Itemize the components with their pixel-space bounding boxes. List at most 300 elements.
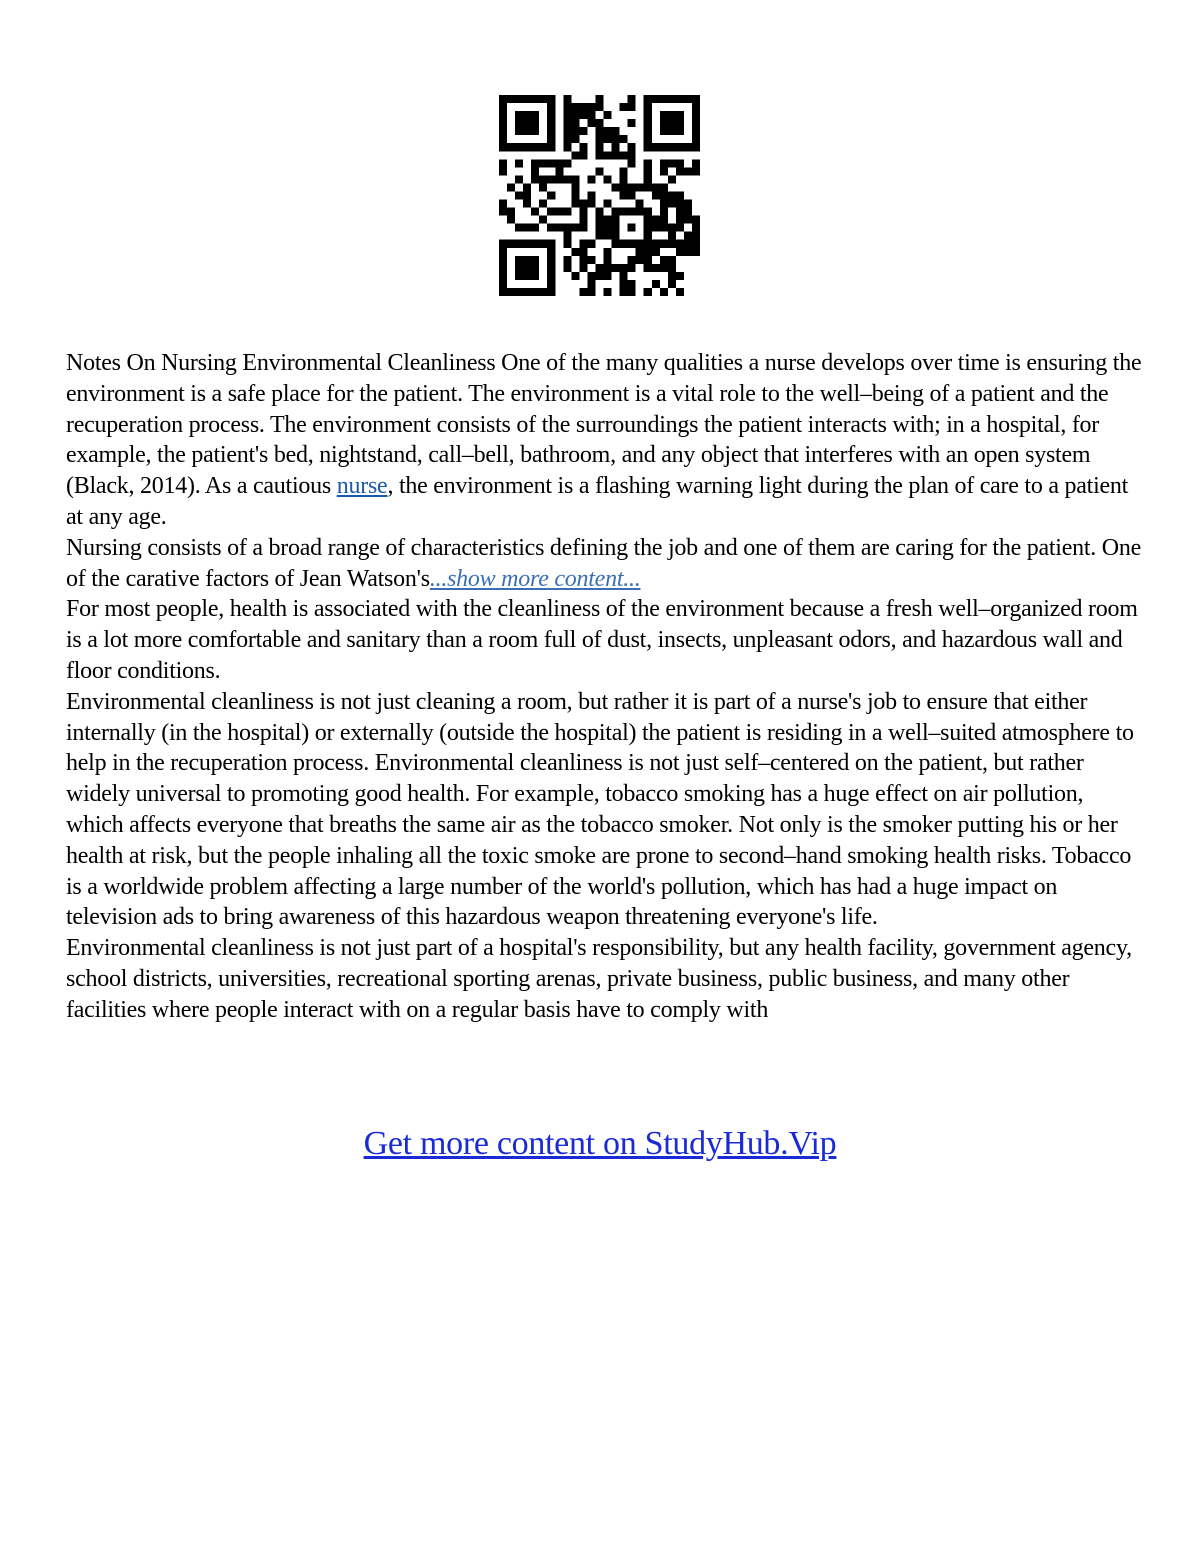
qr-module bbox=[595, 95, 603, 103]
qr-module bbox=[507, 183, 515, 191]
qr-module bbox=[612, 151, 620, 159]
qr-module bbox=[644, 175, 652, 183]
qr-module bbox=[571, 103, 579, 111]
qr-module bbox=[692, 224, 700, 232]
qr-module bbox=[644, 159, 652, 167]
qr-module bbox=[531, 143, 539, 151]
qr-module bbox=[563, 127, 571, 135]
qr-module bbox=[579, 127, 587, 135]
qr-module bbox=[668, 175, 676, 183]
qr-module bbox=[612, 143, 620, 151]
qr-module bbox=[612, 232, 620, 240]
qr-module bbox=[684, 95, 692, 103]
paragraph-2-text: Nursing consists of a broad range of characteristics defining the job and one of them are caring for the patient. One of the carative factors of Jean Watson's bbox=[66, 534, 1142, 592]
qr-module bbox=[499, 248, 507, 256]
qr-module bbox=[547, 280, 555, 288]
qr-module bbox=[595, 216, 603, 224]
qr-module bbox=[620, 240, 628, 248]
qr-module bbox=[660, 208, 668, 216]
qr-module bbox=[515, 240, 523, 248]
qr-module bbox=[628, 224, 636, 232]
qr-module bbox=[612, 264, 620, 272]
get-more-content-link[interactable]: Get more content on StudyHub.Vip bbox=[363, 1125, 837, 1162]
qr-module bbox=[515, 143, 523, 151]
qr-module bbox=[676, 167, 684, 175]
qr-module bbox=[668, 280, 676, 288]
qr-module bbox=[579, 264, 587, 272]
qr-module bbox=[692, 127, 700, 135]
qr-module bbox=[547, 272, 555, 280]
qr-module bbox=[595, 264, 603, 272]
qr-module bbox=[676, 159, 684, 167]
qr-module bbox=[620, 280, 628, 288]
paragraph-1-text: Notes On Nursing Environmental Cleanliness One of the many qualities a nurse develops over time is ensuring the environment is a safe place for the patient. The environment is a vital role to the well–being of a patient and the recuperation process. The environment consists of the surroundings the patient interacts with; in a hospital, for example, the patient's bed, nightstand, call–bell, bathroom, and any object that interferes with an open system (Black, 2014). As a cautious bbox=[66, 350, 1142, 500]
qr-module bbox=[620, 272, 628, 280]
qr-module bbox=[587, 119, 595, 127]
qr-module bbox=[523, 119, 531, 127]
qr-module bbox=[660, 95, 668, 103]
qr-module bbox=[579, 288, 587, 296]
qr-module bbox=[660, 111, 668, 119]
qr-module bbox=[604, 248, 612, 256]
qr-module bbox=[620, 103, 628, 111]
qr-module bbox=[644, 288, 652, 296]
qr-module bbox=[676, 119, 684, 127]
qr-module bbox=[604, 135, 612, 143]
qr-module bbox=[668, 224, 676, 232]
qr-module bbox=[539, 175, 547, 183]
qr-module bbox=[571, 111, 579, 119]
qr-module bbox=[628, 159, 636, 167]
qr-module bbox=[563, 103, 571, 111]
qr-module bbox=[628, 240, 636, 248]
qr-module bbox=[684, 248, 692, 256]
qr-module bbox=[692, 248, 700, 256]
qr-module bbox=[652, 143, 660, 151]
qr-module bbox=[604, 288, 612, 296]
document-body bbox=[66, 348, 1146, 1026]
qr-module bbox=[507, 240, 515, 248]
qr-module bbox=[612, 240, 620, 248]
qr-module bbox=[692, 111, 700, 119]
qr-module bbox=[571, 272, 579, 280]
qr-module bbox=[668, 191, 676, 199]
qr-module bbox=[612, 183, 620, 191]
qr-module bbox=[652, 264, 660, 272]
qr-module bbox=[547, 248, 555, 256]
qr-module bbox=[523, 224, 531, 232]
qr-module bbox=[620, 135, 628, 143]
qr-module bbox=[692, 143, 700, 151]
qr-module bbox=[668, 240, 676, 248]
qr-module bbox=[595, 103, 603, 111]
qr-module bbox=[668, 200, 676, 208]
qr-module bbox=[676, 143, 684, 151]
qr-module bbox=[628, 151, 636, 159]
qr-module bbox=[547, 135, 555, 143]
qr-module bbox=[668, 159, 676, 167]
qr-module bbox=[620, 264, 628, 272]
qr-module bbox=[571, 224, 579, 232]
qr-module bbox=[499, 256, 507, 264]
qr-module bbox=[612, 135, 620, 143]
qr-code-icon bbox=[499, 95, 700, 296]
qr-module bbox=[595, 119, 603, 127]
qr-module bbox=[684, 208, 692, 216]
qr-module bbox=[692, 103, 700, 111]
qr-module bbox=[515, 95, 523, 103]
qr-module bbox=[547, 111, 555, 119]
qr-module bbox=[604, 151, 612, 159]
qr-module bbox=[660, 167, 668, 175]
qr-module bbox=[531, 159, 539, 167]
paragraph-5: Environmental cleanliness is not just part of a hospital's responsibility, but any health facility, government agency, school districts, universities, recreational sporting arenas, private business, public business, and many other facilities where people interact with on a regular basis have to comply with bbox=[66, 935, 1132, 1023]
qr-code-image bbox=[499, 95, 700, 296]
qr-module bbox=[676, 272, 684, 280]
qr-module bbox=[499, 272, 507, 280]
qr-module bbox=[499, 264, 507, 272]
qr-module bbox=[499, 119, 507, 127]
qr-module bbox=[515, 175, 523, 183]
qr-module bbox=[571, 127, 579, 135]
qr-module bbox=[668, 95, 676, 103]
qr-module bbox=[563, 256, 571, 264]
qr-module bbox=[660, 200, 668, 208]
qr-module bbox=[595, 232, 603, 240]
qr-module bbox=[579, 216, 587, 224]
qr-module bbox=[604, 224, 612, 232]
qr-module bbox=[507, 143, 515, 151]
qr-module bbox=[507, 208, 515, 216]
qr-module bbox=[563, 159, 571, 167]
qr-module bbox=[644, 111, 652, 119]
qr-module bbox=[531, 127, 539, 135]
qr-module bbox=[547, 127, 555, 135]
qr-module bbox=[531, 119, 539, 127]
qr-module bbox=[531, 288, 539, 296]
paragraph-1 bbox=[66, 348, 1146, 533]
qr-module bbox=[692, 135, 700, 143]
qr-module bbox=[499, 200, 507, 208]
qr-module bbox=[587, 175, 595, 183]
qr-module bbox=[587, 191, 595, 199]
qr-module bbox=[539, 240, 547, 248]
qr-module bbox=[555, 167, 563, 175]
qr-module bbox=[563, 224, 571, 232]
qr-module bbox=[676, 191, 684, 199]
qr-module bbox=[636, 183, 644, 191]
qr-module bbox=[555, 175, 563, 183]
qr-module bbox=[595, 135, 603, 143]
qr-module bbox=[587, 103, 595, 111]
qr-module bbox=[579, 200, 587, 208]
qr-module bbox=[523, 256, 531, 264]
qr-module bbox=[620, 288, 628, 296]
qr-module bbox=[644, 208, 652, 216]
qr-module bbox=[587, 272, 595, 280]
qr-module bbox=[531, 95, 539, 103]
qr-module bbox=[644, 248, 652, 256]
qr-module bbox=[523, 95, 531, 103]
qr-module bbox=[499, 103, 507, 111]
qr-module bbox=[523, 264, 531, 272]
qr-module bbox=[604, 175, 612, 183]
qr-module bbox=[660, 119, 668, 127]
qr-module bbox=[507, 216, 515, 224]
qr-module bbox=[644, 119, 652, 127]
qr-module bbox=[515, 191, 523, 199]
qr-module bbox=[539, 200, 547, 208]
qr-module bbox=[660, 143, 668, 151]
qr-module bbox=[523, 200, 531, 208]
qr-module bbox=[531, 240, 539, 248]
qr-module bbox=[531, 167, 539, 175]
qr-module bbox=[604, 127, 612, 135]
qr-module bbox=[652, 248, 660, 256]
qr-module bbox=[692, 167, 700, 175]
qr-module bbox=[620, 191, 628, 199]
qr-module bbox=[571, 191, 579, 199]
qr-module bbox=[595, 224, 603, 232]
qr-module bbox=[644, 240, 652, 248]
qr-module bbox=[563, 119, 571, 127]
qr-module bbox=[595, 272, 603, 280]
qr-module bbox=[547, 175, 555, 183]
qr-module bbox=[652, 95, 660, 103]
qr-module bbox=[684, 232, 692, 240]
qr-module bbox=[660, 264, 668, 272]
qr-module bbox=[523, 240, 531, 248]
qr-module bbox=[563, 175, 571, 183]
qr-module bbox=[539, 288, 547, 296]
qr-module bbox=[628, 183, 636, 191]
qr-module bbox=[692, 232, 700, 240]
qr-module bbox=[628, 95, 636, 103]
qr-module bbox=[692, 240, 700, 248]
qr-module bbox=[595, 127, 603, 135]
qr-module bbox=[499, 240, 507, 248]
qr-module bbox=[515, 256, 523, 264]
qr-module bbox=[531, 175, 539, 183]
qr-module bbox=[499, 111, 507, 119]
qr-module bbox=[571, 248, 579, 256]
qr-module bbox=[539, 183, 547, 191]
qr-module bbox=[515, 224, 523, 232]
qr-module bbox=[644, 135, 652, 143]
qr-module bbox=[499, 288, 507, 296]
qr-module bbox=[660, 191, 668, 199]
qr-module bbox=[676, 127, 684, 135]
qr-module bbox=[579, 143, 587, 151]
qr-module bbox=[571, 175, 579, 183]
qr-module bbox=[684, 216, 692, 224]
qr-module bbox=[515, 159, 523, 167]
qr-module bbox=[676, 200, 684, 208]
qr-module bbox=[547, 103, 555, 111]
qr-module bbox=[604, 272, 612, 280]
qr-module bbox=[636, 240, 644, 248]
qr-module bbox=[636, 256, 644, 264]
qr-module bbox=[571, 119, 579, 127]
qr-module bbox=[539, 159, 547, 167]
qr-module bbox=[515, 127, 523, 135]
qr-module bbox=[660, 256, 668, 264]
qr-module bbox=[515, 272, 523, 280]
qr-module bbox=[579, 240, 587, 248]
qr-module bbox=[612, 224, 620, 232]
qr-module bbox=[652, 191, 660, 199]
qr-module bbox=[531, 256, 539, 264]
qr-module bbox=[539, 143, 547, 151]
qr-module bbox=[571, 200, 579, 208]
qr-module bbox=[547, 224, 555, 232]
qr-module bbox=[571, 135, 579, 143]
qr-module bbox=[515, 119, 523, 127]
qr-module bbox=[547, 208, 555, 216]
paragraph-4: Environmental cleanliness is not just cleaning a room, but rather it is part of a nurse's job to ensure that either internally (in the hospital) or externally (outside the hospital) the patient is residing in a well–suited atmosphere to help in the recuperation process. Environmental cleanliness is not just self–centered on the patient, but rather widely universal to promoting good health. For example, tobacco smoking has a huge effect on air pollution, which affects everyone that breaths the same air as the tobacco smoker. Not only is the smoker putting his or her health at risk, but the people inhaling all the toxic smoke are prone to second–hand smoking health risks. Tobacco is a worldwide problem affecting a large number of the world's pollution, which has had a huge impact on television ads to bring awareness of this hazardous weapon threatening everyone's life. bbox=[66, 688, 1134, 931]
qr-module bbox=[636, 208, 644, 216]
qr-module bbox=[547, 256, 555, 264]
qr-module bbox=[604, 256, 612, 264]
qr-module bbox=[555, 208, 563, 216]
qr-module bbox=[547, 288, 555, 296]
paragraph-3: For most people, health is associated with the cleanliness of the environment because a fresh well–organized room is a lot more comfortable and sanitary than a room full of dust, insects, unpleasant odors, and hazardous wall and floor conditions. bbox=[66, 596, 1138, 684]
qr-module bbox=[499, 280, 507, 288]
qr-module bbox=[676, 216, 684, 224]
qr-module bbox=[644, 224, 652, 232]
qr-module bbox=[684, 240, 692, 248]
qr-module bbox=[547, 264, 555, 272]
qr-module bbox=[563, 240, 571, 248]
qr-module bbox=[595, 151, 603, 159]
qr-module bbox=[684, 200, 692, 208]
qr-module bbox=[668, 127, 676, 135]
qr-module bbox=[668, 143, 676, 151]
qr-module bbox=[604, 216, 612, 224]
qr-module bbox=[612, 127, 620, 135]
qr-module bbox=[644, 183, 652, 191]
qr-module bbox=[660, 159, 668, 167]
qr-module bbox=[620, 151, 628, 159]
qr-module bbox=[644, 216, 652, 224]
qr-module bbox=[652, 240, 660, 248]
qr-module bbox=[660, 224, 668, 232]
qr-module bbox=[595, 208, 603, 216]
qr-module bbox=[636, 248, 644, 256]
qr-module bbox=[587, 280, 595, 288]
qr-module bbox=[547, 159, 555, 167]
qr-module bbox=[587, 288, 595, 296]
qr-module bbox=[628, 191, 636, 199]
qr-module bbox=[660, 288, 668, 296]
qr-module bbox=[587, 111, 595, 119]
qr-module bbox=[660, 216, 668, 224]
qr-module bbox=[547, 95, 555, 103]
qr-module bbox=[523, 143, 531, 151]
show-more-link[interactable]: ...show more content... bbox=[429, 565, 641, 592]
qr-module bbox=[571, 183, 579, 191]
qr-module bbox=[692, 119, 700, 127]
qr-module bbox=[668, 272, 676, 280]
qr-module bbox=[604, 111, 612, 119]
qr-module bbox=[676, 208, 684, 216]
qr-module bbox=[660, 127, 668, 135]
qr-module bbox=[644, 167, 652, 175]
qr-module bbox=[628, 119, 636, 127]
qr-module bbox=[676, 240, 684, 248]
qr-module bbox=[620, 183, 628, 191]
qr-module bbox=[628, 264, 636, 272]
qr-module bbox=[660, 240, 668, 248]
qr-module bbox=[531, 272, 539, 280]
qr-module bbox=[604, 264, 612, 272]
qr-module bbox=[620, 167, 628, 175]
qr-module bbox=[523, 127, 531, 135]
qr-module bbox=[539, 216, 547, 224]
cta-section bbox=[0, 1122, 1200, 1166]
qr-module bbox=[531, 224, 539, 232]
qr-module bbox=[499, 135, 507, 143]
qr-module bbox=[668, 264, 676, 272]
qr-module bbox=[644, 143, 652, 151]
qr-module bbox=[523, 183, 531, 191]
qr-module bbox=[507, 288, 515, 296]
qr-module bbox=[628, 280, 636, 288]
qr-module bbox=[612, 208, 620, 216]
qr-module bbox=[644, 232, 652, 240]
qr-module bbox=[531, 264, 539, 272]
qr-module bbox=[668, 256, 676, 264]
nurse-link[interactable]: nurse bbox=[336, 473, 388, 500]
paragraph-1-text-end: , the environment is a flashing warning light during the plan of care to a patient at any age. bbox=[66, 473, 1129, 530]
qr-module bbox=[676, 288, 684, 296]
qr-module bbox=[684, 167, 692, 175]
qr-module bbox=[563, 208, 571, 216]
qr-module bbox=[547, 119, 555, 127]
qr-module bbox=[595, 143, 603, 151]
qr-module bbox=[563, 143, 571, 151]
qr-module bbox=[563, 95, 571, 103]
qr-module bbox=[515, 111, 523, 119]
qr-module bbox=[579, 256, 587, 264]
qr-module bbox=[652, 280, 660, 288]
qr-module bbox=[660, 183, 668, 191]
qr-module bbox=[515, 264, 523, 272]
qr-module bbox=[515, 288, 523, 296]
qr-module bbox=[579, 248, 587, 256]
qr-module bbox=[684, 143, 692, 151]
qr-module bbox=[604, 232, 612, 240]
qr-module bbox=[644, 127, 652, 135]
qr-module bbox=[620, 175, 628, 183]
qr-module bbox=[579, 224, 587, 232]
qr-module bbox=[595, 167, 603, 175]
qr-module bbox=[563, 264, 571, 272]
qr-module bbox=[587, 200, 595, 208]
qr-module bbox=[644, 264, 652, 272]
qr-module bbox=[539, 95, 547, 103]
qr-module bbox=[628, 208, 636, 216]
qr-module bbox=[547, 143, 555, 151]
qr-module bbox=[531, 111, 539, 119]
qr-module bbox=[587, 256, 595, 264]
qr-module bbox=[652, 216, 660, 224]
qr-module bbox=[563, 135, 571, 143]
paragraph-2 bbox=[66, 533, 1146, 595]
qr-module bbox=[523, 111, 531, 119]
qr-module bbox=[636, 200, 644, 208]
qr-module bbox=[652, 224, 660, 232]
